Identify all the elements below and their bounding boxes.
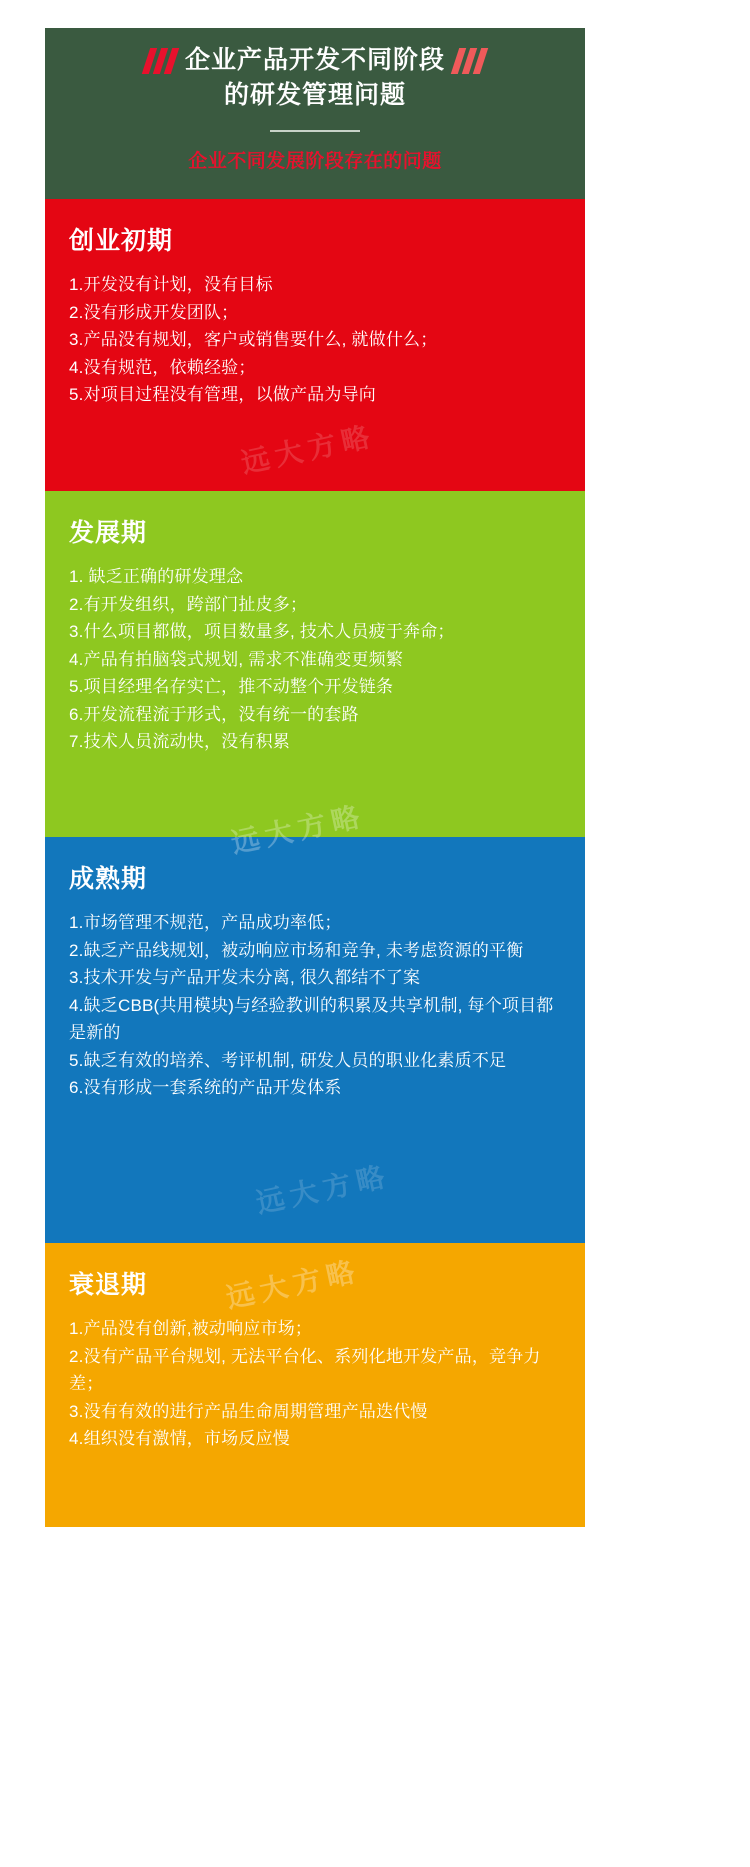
page-title-line2: 的研发管理问题 [223,81,406,109]
section-startup [45,199,585,491]
section-item-list [69,909,561,1102]
list-item: 7.技术人员流动快，没有积累 [69,732,290,752]
list-item: 4.组织没有激情，市场反应慢 [69,1429,290,1449]
list-item: 3.技术开发与产品开发未分离, 很久都结不了案 [69,968,421,988]
slash-decoration-right-icon [451,48,488,74]
list-item: 2.没有产品平台规划, 无法平台化、系列化地开发产品，竞争力差； [69,1346,541,1394]
page-title: 企业产品开发不同阶段 [184,46,445,74]
list-item: 3.没有有效的进行产品生命周期管理产品迭代慢 [69,1401,428,1421]
poster-header [45,28,585,199]
section-title: 成熟期 [69,865,148,893]
header-divider [270,130,360,132]
list-item: 5.缺乏有效的培养、考评机制, 研发人员的职业化素质不足 [69,1050,507,1070]
section-growth [45,491,585,837]
section-title: 创业初期 [69,227,174,255]
section-item-list [69,271,561,409]
list-item: 5.项目经理名存实亡，推不动整个开发链条 [69,677,394,697]
section-item-list [69,563,561,756]
header-title-row [45,44,585,77]
list-item: 6.开发流程流于形式，没有统一的套路 [69,704,359,724]
list-item: 2.有开发组织，跨部门扯皮多； [69,594,308,614]
section-title: 发展期 [69,519,148,547]
list-item: 5.对项目过程没有管理，以做产品为导向 [69,385,376,405]
list-item: 4.缺乏CBB(共用模块)与经验教训的积累及共享机制, 每个项目都是新的 [69,995,554,1043]
list-item: 1.开发没有计划，没有目标 [69,275,273,294]
list-item: 3.产品没有规划，客户或销售要什么, 就做什么； [69,330,438,350]
list-item: 4.没有规范，依赖经验； [69,357,256,377]
list-item: 4.产品有拍脑袋式规划, 需求不准确变更频繁 [69,649,404,669]
list-item: 2.没有形成开发团队； [69,302,239,322]
watermark: 远大方略 [223,1255,364,1314]
header-subtitle: 企业不同发展阶段存在的问题 [188,151,442,172]
list-item: 3.什么项目都做，项目数量多, 技术人员疲于奔命； [69,622,455,642]
watermark: 远大方略 [228,800,369,859]
poster [45,28,585,1533]
list-item: 1. 缺乏正确的研发理念 [69,567,244,586]
section-decline [45,1243,585,1527]
list-item: 1.产品没有创新,被动响应市场； [69,1319,313,1338]
list-item: 2.缺乏产品线规划，被动响应市场和竞争, 未考虑资源的平衡 [69,940,524,960]
list-item: 6.没有形成一套系统的产品开发体系 [69,1078,342,1098]
slash-decoration-left-icon [142,48,179,74]
section-title: 衰退期 [69,1271,148,1299]
section-item-list [69,1315,561,1453]
list-item: 1.市场管理不规范，产品成功率低； [69,913,342,932]
section-mature [45,837,585,1243]
